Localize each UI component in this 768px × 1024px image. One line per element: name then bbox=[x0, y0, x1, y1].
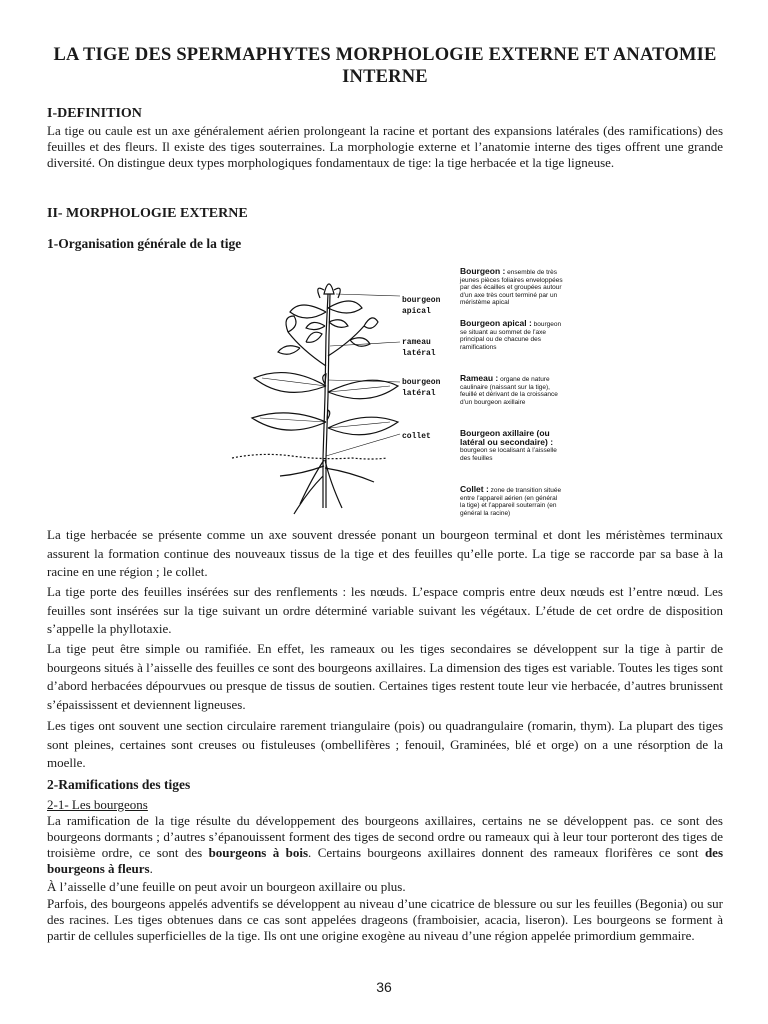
paragraph-bourgeons: La ramification de la tige résulte du développement des bourgeons axillaires, certains ne se développent pas. ce sont des bourgeons dormants ; d’autres s’épanouissent forment des tiges de second ordre ou rameaux qui à leur tour porteront des tiges de troisième ordre, ce sont des bourgeons à bois. Certains bourgeons axillaires donnent des rameaux florifères ce sont des bourgeons à fleurs. bbox=[47, 813, 723, 876]
annotation-bourgeon: Bourgeon : ensemble de très jeunes pièces foliaires enveloppées par des écailles et groupées autour d’un axe très court terminé par un méristème apical bbox=[460, 266, 563, 307]
paragraph-adventifs: Parfois, des bourgeons appelés adventifs se développent au niveau d’une cicatrice de blessure ou sur les feuilles (Begonia) ou sur des racines. Les tiges obtenues dans ce cas sont appelées drageons (framboisier, acacia, liseron). Les bourgeons se forment à partir de cellules superficielles de la tige. Ils ont une origine exogène au niveau d’une région appelée primordium gemmaire. bbox=[47, 896, 723, 943]
label-bourgeon-lateral-1: bourgeon bbox=[402, 378, 441, 387]
label-rameau-lateral-2: latéral bbox=[402, 349, 436, 358]
bourgeons-a-bois: bourgeons à bois bbox=[208, 845, 309, 860]
paragraph-tige-herbacee: La tige herbacée se présente comme un axe souvent dressée ponant un bourgeon terminal et dont les méristèmes terminaux assurent la formation continue des nouveaux tissus de la tige et des feuilles qu’elle porte. La tige se raccorde par sa base à la racine en une région ; le collet. bbox=[47, 527, 723, 580]
paragraph-aisselle: À l’aisselle d’une feuille on peut avoir un bourgeon axillaire ou plus. bbox=[47, 879, 406, 894]
ramifications-heading: 2-Ramifications des tiges bbox=[47, 777, 191, 792]
label-bourgeon-lateral-2: latéral bbox=[402, 389, 436, 398]
page-number: 36 bbox=[376, 979, 392, 995]
annotation-rameau: Rameau : organe de nature caulinaire (naissant sur la tige), feuillé et dérivant de la croissance d’un bourgeon axillaire bbox=[460, 373, 558, 406]
plant-labels bbox=[400, 246, 460, 518]
plant-drawing bbox=[202, 246, 412, 518]
bourgeons-subheading: 2-1- Les bourgeons bbox=[47, 797, 148, 812]
label-collet: collet bbox=[402, 432, 431, 441]
definition-text: La tige ou caule est un axe généralement aérien prolongeant la racine et portant des expansions latérales (des ramifications) des feuilles et des fleurs. Il existe des tiges souterraines. La morphologie externe et l’anatomie interne des tiges offrent une grande diversité. On distingue deux types morphologiques fondamentaux de tige: la tige herbacée et la tige ligneuse. bbox=[47, 123, 723, 170]
morphology-heading: II- MORPHOLOGIE EXTERNE bbox=[47, 206, 248, 221]
annotation-bourgeon-apical: Bourgeon apical : bourgeon se situant au sommet de l’axe principal ou de chacune des ramifications bbox=[460, 318, 562, 351]
annotation-collet: Collet : zone de transition située entre l’appareil aérien (en général la tige) et l’appareil souterrain (en général la racine) bbox=[460, 484, 562, 517]
annotation-bourgeon-axillaire: Bourgeon axillaire (ou latéral ou secondaire) : bourgeon se localisant à l’aisselle des feuilles bbox=[460, 428, 557, 462]
organisation-heading: 1-Organisation générale de la tige bbox=[47, 236, 242, 251]
label-rameau-lateral-1: rameau bbox=[402, 338, 431, 347]
definition-heading: I-DEFINITION bbox=[47, 106, 142, 121]
page-title: LA TIGE DES SPERMAPHYTES MORPHOLOGIE EXTERNE ET ANATOMIE INTERNE bbox=[53, 45, 717, 87]
bourgeons-a-fleurs: des bourgeons à fleurs bbox=[47, 845, 723, 876]
label-bourgeon-apical-2: apical bbox=[402, 307, 431, 316]
paragraph-ramification: La tige peut être simple ou ramifiée. En effet, les rameaux ou les tiges secondaires se développent sur la tige à partir de bourgeons situés à l’aisselle des feuilles ce sont des bourgeons axillaires. La dimension des tiges est variable. Toutes les tiges sont d’abord herbacées dépourvues ou presque de tissus de soutien. Certaines tiges restent toute leur vie herbacée, d’autres brunissent s’épaississent et deviennent ligneuses. bbox=[47, 641, 723, 713]
paragraph-section: Les tiges ont souvent une section circulaire rarement triangulaire (pois) ou quadrangulaire (romarin, thym). La plupart des tiges sont pleines, certaines sont creuses ou fistuleuses (ombellifères ; fenouil, Graminées, blé et orge) on a une résorption de la moelle. bbox=[47, 718, 723, 771]
stem-organisation-figure bbox=[202, 246, 568, 518]
paragraph-noeuds: La tige porte des feuilles insérées sur des renflements : les nœuds. L’espace compris entre deux nœuds est l’entre nœud. Les feuilles sont insérées sur la tige suivant un ordre déterminé variable suivant les végétaux. L’étude de cet ordre de disposition s’appelle la phyllotaxie. bbox=[47, 584, 723, 637]
label-bourgeon-apical-1: bourgeon bbox=[402, 296, 441, 305]
